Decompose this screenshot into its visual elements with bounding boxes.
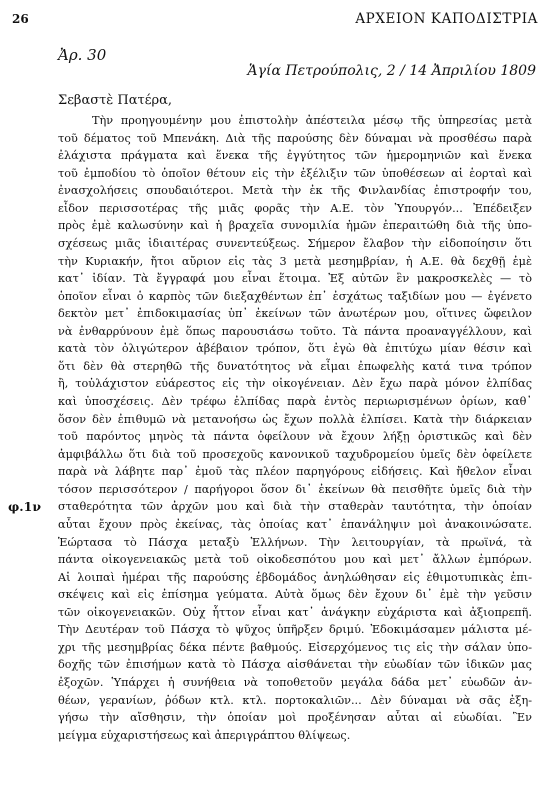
body-line: Τὴν προηγουμένην μου ἐπιστολὴν ἀπέστειλα μέσῳ τῆς ὑπηρεσίας μετὰ <box>92 114 532 127</box>
body-line: κατ᾽ ἰδίαν. Τὰ ἔγγραφά μου εἶναι ἕτοιμα. Ἐξ αὐτῶν ἓν μακροσκελὲς — τὸ <box>58 272 532 286</box>
body-line: ἐξοχῶν. Ὑπάρχει ἡ συνήθεια νὰ τοποθετοῦν μεγάλα δάδα μετ᾽ εὐωδῶν ἀν- <box>58 676 532 689</box>
running-title: ΑΡΧΕΙΟΝ ΚΑΠΟΔΙΣΤΡΙΑ <box>355 11 538 27</box>
body-line: ὅτι δὲν θὰ στερηθῶ τῆς δυνατότητος νὰ εἶμαι ἐπωφελὴς κατά τινα τρόπον <box>58 359 532 373</box>
body-line: ἐλάχιστα πράγματα καὶ ἕνεκα τῆς ἐγγύτητος τῶν ἡμερομηνιῶν καὶ ἕνεκα <box>58 149 532 163</box>
body-line: κατὰ τὸν ὀλιγώτερον ἀβέβαιον τρόπον, ὅτι ἐγὼ θὰ ἐπιτύχω μίαν θέσιν καὶ <box>58 342 532 356</box>
body-line: τοῦ ἐμποδίου τὸ ὁποῖον θέτουν εἰς τὴν ἐξέλιξιν τῶν ὑποθέσεων αἱ ἑορταὶ καὶ <box>58 166 532 180</box>
page-number: 26 <box>12 12 29 26</box>
body-line: πρὸς ἐμὲ καλωσύνην καὶ ἡ βραχεῖα συνομιλία ἡμῶν ἐπεραιτώθη διὰ τῆς ὑπο- <box>58 219 532 233</box>
body-line: σχέσεως μιᾶς ἰδιαιτέρας συνεντεύξεως. Σήμερον ἔλαβον τὴν εἰδοποίησιν ὅτι <box>58 236 532 250</box>
body-line: εἶδον περισσοτέρας τῆς μιᾶς φορᾶς τὴν Α.Ε. τὸν Ὑπουργόν... Ἐπέδειξεν <box>58 201 532 215</box>
letter-body <box>58 112 532 744</box>
salutation: Σεβαστὲ Πατέρα, <box>58 93 172 108</box>
place-date: Ἁγία Πετρούπολις, 2 / 14 Ἀπριλίου 1809 <box>247 63 536 79</box>
folio-note: φ.1ν <box>8 499 42 514</box>
body-line: θέων, γερανίων, ῥόδων κτλ. κτλ. πορτοκαλιῶν... Δὲν δύναμαι νὰ σᾶς ἐξη- <box>58 693 532 707</box>
body-line: καὶ ὑποσχέσεις. Δὲν τρέφω ἐλπίδας παρὰ ἐντὸς περιωρισμένων ὁρίων, καθ᾽ <box>58 395 532 408</box>
body-line: τοῦ δέματος τοῦ Μπενάκη. Διὰ τῆς παρούσης δὲν δύναμαι νὰ προσθέσω παρὰ <box>58 131 532 145</box>
body-line: σκέψεις καὶ εἰς ἐπίσημα γεύματα. Αὐτὰ ὅμως δὲν ἔχουν δι᾽ ἐμὲ τὴν γεῦσιν <box>58 588 532 602</box>
body-line: δοχῆς τῶν ἐπισήμων κατὰ τὸ Πάσχα αἰσθάνεται τὴν εὐωδίαν τῶν ἰδικῶν μας <box>58 658 532 672</box>
body-line: ἐνασχολήσεις σπουδαιότεροι. Μετὰ τὴν ἐκ τῆς Φινλανδίας ἐπιστροφήν του, <box>58 184 532 198</box>
body-line: νὰ ἐνθαρρύνουν ἐμὲ ὅπως παρουσιάσω τοῦτο. Τὰ πάντα προαναγγέλλουν, καὶ <box>58 324 532 338</box>
body-line: ἀμφιβάλλω ὅτι διὰ τοῦ προσεχοῦς κανονικοῦ ταχυδρομείου ὑμεῖς δὲν ὀφείλετε <box>58 447 532 461</box>
body-line: ὅσον δὲν ἐπιθυμῶ νὰ μετανοήσω ὡς ἔχων πολλὰ ἐλπίσει. Κατὰ τὴν διάρκειαν <box>58 412 532 426</box>
body-line: τὴν Κυριακήν, ἤτοι αὔριον εἰς τὰς 3 μετὰ μεσημβρίαν, ἡ Α.Ε. θὰ δεχθῇ ἐμὲ <box>58 254 532 268</box>
body-line: Τὴν Δευτέραν τοῦ Πάσχα τὸ ψῦχος ὑπῆρξεν δριμύ. Ἐδοκιμάσαμεν μάλιστα μέ- <box>58 623 532 637</box>
body-line: αὗται ἔχουν πρὸς ἐκείνας, τὰς ὁποίας κατ᾽ ἐπανάληψιν μοὶ ἀνακοινώσατε. <box>58 517 532 531</box>
body-line: τῶν οἰκογενειακῶν. Οὐχ ἧττον εἶναι κατ᾽ ἀνάγκην εὐχάριστα καὶ ἀξιοπρεπῆ. <box>58 605 532 619</box>
body-line: τοῦ παρόντος μηνὸς τὰ πάντα ὀφείλουν νὰ ἔχουν λήξῃ ὁριστικῶς καὶ δὲν <box>58 430 532 444</box>
body-line: δεκτὸν μετ᾽ ἐπιδοκιμασίας ὑπ᾽ ἐκείνων τῶν ἀνωτέρων μου, οἵτινες ὤφειλον <box>58 307 532 321</box>
body-line: ὁποῖον εἶναι ὁ καρπὸς τῶν διεξαχθέντων ἐπ᾽ ἐσχάτως ταξιδίων μου — ἐγένετο <box>58 289 532 303</box>
letter-number: Ἀρ. 30 <box>58 46 107 64</box>
body-line: γήσω τὴν αἴσθησιν, τὴν ὁποίαν μοὶ προξένησαν αὗται αἱ εὐωδίαι. Ἓν <box>58 711 532 725</box>
body-line: ἢ, τοὐλάχιστον εὐάρεστος εἰς τὴν οἰκογένειαν. Δὲν ἔχω παρὰ μόνον ἐλπίδας <box>58 377 532 391</box>
body-line: παρὰ νὰ λάβητε παρ᾽ ἐμοῦ τὰς πλέον παρηγόρους εἰδήσεις. Καὶ ἤθελον εἶναι <box>58 465 532 479</box>
body-line: Αἱ λοιπαὶ ἡμέραι τῆς παρούσης ἑβδομάδος ἀνηλώθησαν εἰς ἐθιμοτυπικὰς ἐπι- <box>58 570 532 584</box>
body-line: μείγμα εὐχαριστήσεως καὶ ἀπεριγράπτου θλίψεως. <box>58 728 351 742</box>
body-line: πάντα οἰκογενειακῶς μετὰ τοῦ οἰκοδεσπότου μου καὶ μετ᾽ ἄλλων ἐμπόρων. <box>58 553 532 567</box>
body-line: τόσον περισσότερον / παρήγοροι ὅσον δι᾽ ἐκείνων θὰ πεισθῆτε ὑμεῖς διὰ τὴν <box>58 482 532 496</box>
body-line: χρι τῆς μεσημβρίας δέκα πέντε βαθμούς. Εἰσερχόμενος τις εἰς τὴν σάλαν ὑπο- <box>58 640 532 654</box>
body-line: Ἑώρτασα τὸ Πάσχα μεταξὺ Ἑλλήνων. Τὴν λειτουργίαν, τὰ πρωϊνά, τὰ <box>58 535 532 549</box>
body-line: σταθερότητα τῶν ἀρχῶν μου καὶ διὰ τὴν σταθερὰν ταυτότητα, τὴν ὁποίαν <box>58 500 532 514</box>
